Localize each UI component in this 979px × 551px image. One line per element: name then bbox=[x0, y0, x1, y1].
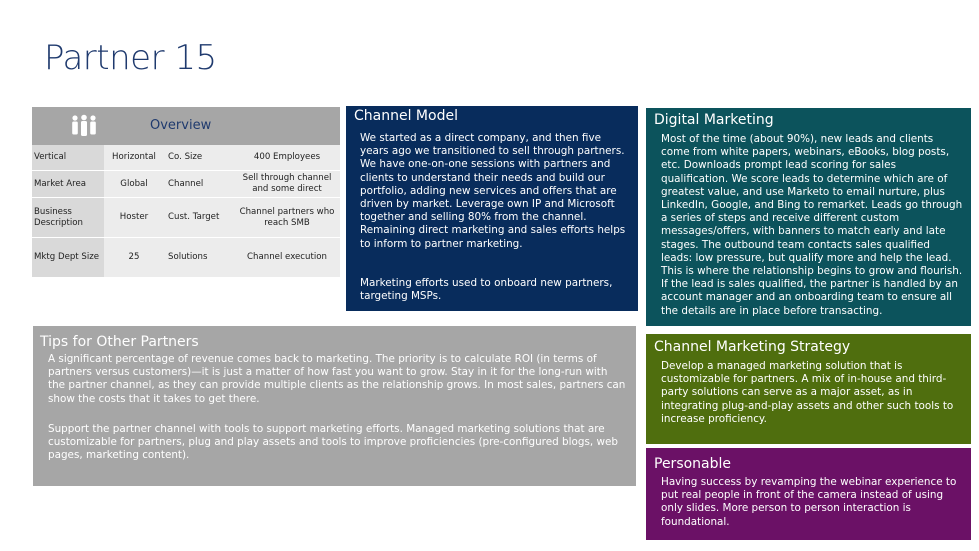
table-cell: Market Area bbox=[32, 171, 104, 197]
page-title: Partner 15 bbox=[44, 38, 217, 78]
table-cell: Horizontal bbox=[104, 145, 164, 170]
personable-panel bbox=[646, 448, 971, 540]
table-cell: 400 Employees bbox=[234, 145, 340, 170]
table-row bbox=[32, 238, 340, 278]
channel-model-note: Marketing efforts used to onboard new partners, targeting MSPs. bbox=[360, 277, 613, 303]
table-cell: Cust. Target bbox=[164, 198, 234, 237]
personable-text: Having success by revamping the webinar experience to put real people in front of the camera instead of using only slides. More person to person interaction is foundational. bbox=[661, 476, 957, 528]
channel-marketing-strategy-text: Develop a managed marketing solution that is customizable for partners. A mix of in-house and third-party solutions can serve as a major asset, as in integrating plug-and-play assets and other such tools to increase proficiency. bbox=[661, 360, 954, 425]
channel-marketing-strategy-panel bbox=[646, 334, 971, 444]
table-cell: Channel bbox=[164, 171, 234, 197]
channel-marketing-strategy-title: Channel Marketing Strategy bbox=[654, 339, 851, 355]
digital-marketing-title: Digital Marketing bbox=[654, 112, 774, 128]
channel-model-text: We started as a direct company, and then five years ago we transitioned to sell through partners. We have one-on-one sessions with partners and clients to understand their needs and build our portfolio, adding new services and offers that are driven by market. Leverage own IP and Microsoft together and selling 80% from the channel. Remaining direct marketing and sales efforts helps to inform to partner marketing. bbox=[360, 132, 626, 250]
table-cell: Mktg Dept Size bbox=[32, 238, 104, 277]
table-cell: Vertical bbox=[32, 145, 104, 170]
table-cell: Business Description bbox=[32, 198, 104, 237]
tips-panel bbox=[33, 326, 636, 486]
tips-text-1: A significant percentage of revenue comes back to marketing. The priority is to calculate ROI (in terms of partners versus customers)—it is just a matter of how fast you want to grow. Stay in it for the long-run with the partner channel, as they can provide multiple clients as the relationship grows. In most sales, partners can show the costs that it takes to get there. bbox=[48, 353, 626, 405]
channel-model-panel bbox=[346, 106, 638, 311]
personable-title: Personable bbox=[654, 456, 732, 472]
table-row bbox=[32, 145, 340, 171]
table-cell: Solutions bbox=[164, 238, 234, 277]
table-row bbox=[32, 198, 340, 238]
tips-title: Tips for Other Partners bbox=[40, 334, 199, 350]
table-cell: 25 bbox=[104, 238, 164, 277]
people-group-icon bbox=[70, 114, 98, 142]
digital-marketing-text: Most of the time (about 90%), new leads and clients come from white papers, webinars, eBooks, blog posts, etc. Downloads prompt lead scoring for sales qualification. We score leads to determine which are of greatest value, and use Marketo to email nurture, plus LinkedIn, Google, and Bing to remarket. Leads go through a series of steps and receive different custom messages/offers, with banners to match early and late stages. The outbound team contacts sales qualified leads: low pressure, but qualify more and help the lead. This is where the relationship begins to grow and flourish. If the lead is sales qualified, the partner is handled by an account manager and an onboarding team to ensure all the details are in place before transacting. bbox=[661, 133, 963, 317]
table-cell: Channel execution bbox=[234, 238, 340, 277]
channel-model-title: Channel Model bbox=[354, 108, 458, 124]
table-row bbox=[32, 171, 340, 198]
table-cell: Co. Size bbox=[164, 145, 234, 170]
digital-marketing-panel bbox=[646, 108, 971, 326]
overview-header bbox=[32, 107, 340, 145]
table-cell: Global bbox=[104, 171, 164, 197]
overview-table bbox=[32, 145, 340, 278]
overview-title: Overview bbox=[150, 118, 212, 133]
table-cell: Sell through channel and some direct bbox=[234, 171, 340, 197]
tips-text-2: Support the partner channel with tools to support marketing efforts. Managed marketing solutions that are customizable for partners, plug and play assets and tools to improve proficiencies (pre-configured blogs, web pages, marketing content). bbox=[48, 423, 618, 462]
table-cell: Hoster bbox=[104, 198, 164, 237]
table-cell: Channel partners who reach SMB bbox=[234, 198, 340, 237]
